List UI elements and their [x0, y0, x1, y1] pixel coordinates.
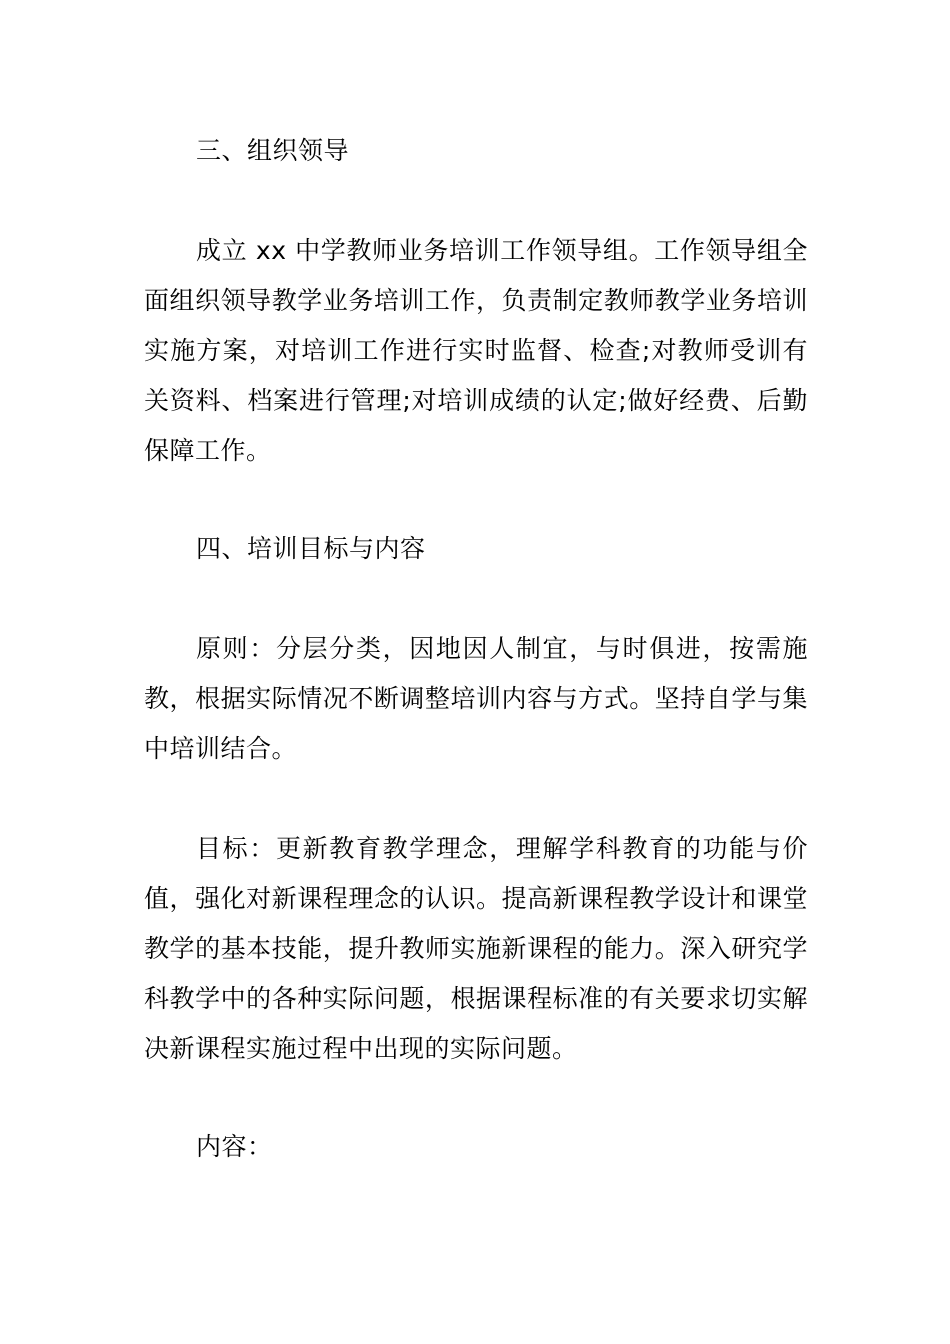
paragraph-goal: 目标：更新教育教学理念，理解学科教育的功能与价值，强化对新课程理念的认识。提高新课程教学设计和课堂教学的基本技能，提升教师实施新课程的能力。深入研究学科教学中的各种实际问题，根据课程标准的有关要求切实解决新课程实施过程中出现的实际问题。: [144, 834, 808, 1063]
paragraph-leadership-group: 成立 xx 中学教师业务培训工作领导组。工作领导组全面组织领导教学业务培训工作，负责制定教师教学业务培训实施方案，对培训工作进行实时监督、检查;对教师受训有关资料、档案进行管理;对培训成绩的认定;做好经费、后勤保障工作。: [144, 236, 808, 465]
paragraph-content-label: 内容：: [196, 1132, 273, 1161]
section-heading-training-goals: 四、培训目标与内容: [196, 534, 426, 563]
paragraph-principle: 原则：分层分类，因地因人制宜，与时俱进，按需施教，根据实际情况不断调整培训内容与方式。坚持自学与集中培训结合。: [144, 634, 808, 763]
section-heading-organization: 三、组织领导: [196, 136, 350, 165]
